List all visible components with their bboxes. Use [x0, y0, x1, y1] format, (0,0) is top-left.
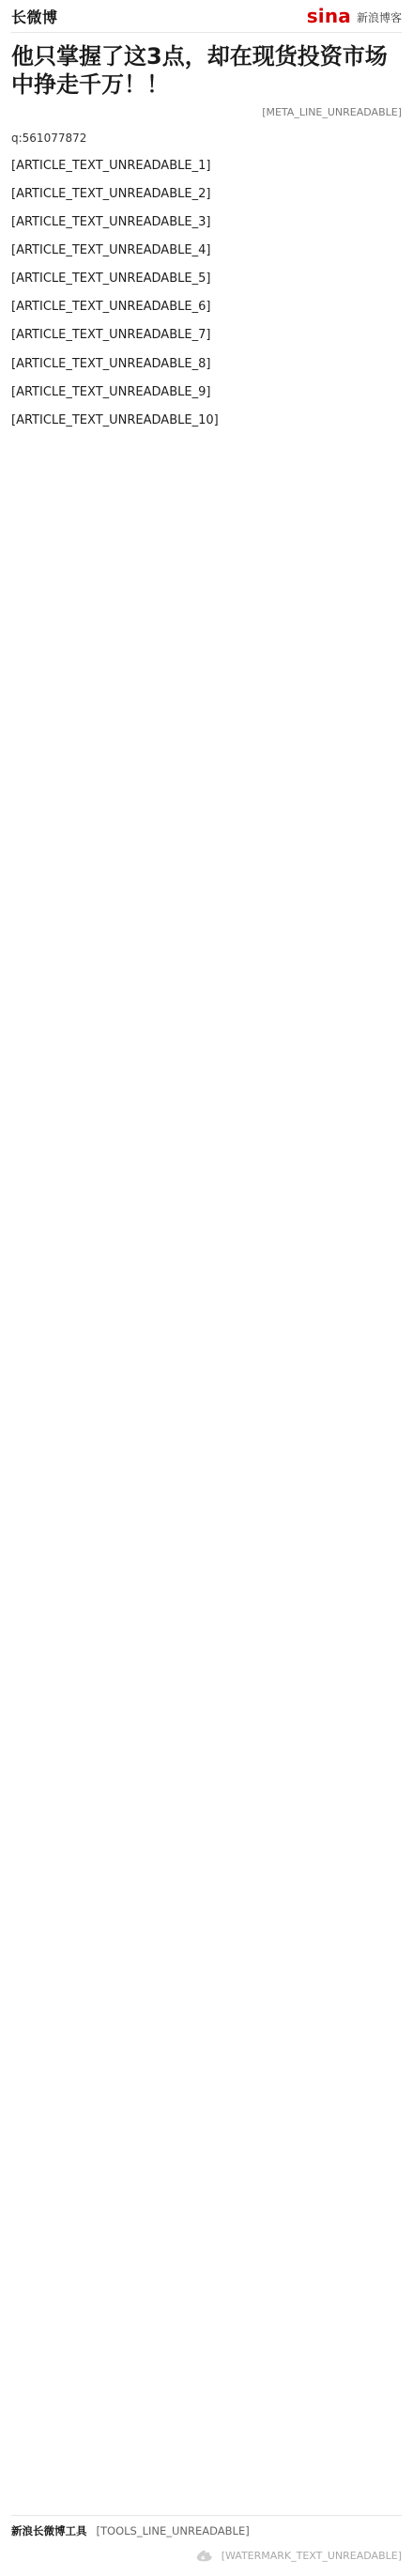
- watermark-text: [WATERMARK_TEXT_UNREADABLE]: [221, 2549, 402, 2562]
- article-paragraph: [ARTICLE_TEXT_UNREADABLE_2]: [11, 186, 211, 201]
- sina-logo: sina: [306, 5, 351, 27]
- article-paragraph: [ARTICLE_TEXT_UNREADABLE_6]: [11, 300, 211, 315]
- article-title: 他只掌握了这3点，却在现货投资市场中挣走千万！！: [11, 43, 388, 98]
- article-paragraph: [ARTICLE_TEXT_UNREADABLE_5]: [11, 272, 211, 287]
- top-left-label: 长微博: [11, 8, 58, 26]
- article-content: [11, 130, 402, 430]
- article-paragraph: [ARTICLE_TEXT_UNREADABLE_1]: [11, 158, 211, 173]
- article-paragraph: [ARTICLE_TEXT_UNREADABLE_7]: [11, 328, 211, 343]
- tools-title: 新浪长微博工具: [11, 2524, 87, 2537]
- article-paragraph: [ARTICLE_TEXT_UNREADABLE_10]: [11, 412, 219, 427]
- article-paragraph: [ARTICLE_TEXT_UNREADABLE_3]: [11, 214, 211, 229]
- article-paragraph: [ARTICLE_TEXT_UNREADABLE_9]: [11, 384, 211, 399]
- brand-subtitle: 新浪博客: [356, 10, 402, 24]
- top-bar: [11, 0, 402, 33]
- article-meta: [META_LINE_UNREADABLE]: [262, 106, 402, 118]
- tools-description: [TOOLS_LINE_UNREADABLE]: [96, 2524, 250, 2537]
- article-paragraph: [ARTICLE_TEXT_UNREADABLE_8]: [11, 356, 211, 371]
- weibo-icon: [195, 2546, 214, 2565]
- article-paragraph: [ARTICLE_TEXT_UNREADABLE_4]: [11, 243, 211, 258]
- long-weibo-tools: [11, 2515, 402, 2538]
- weibo-watermark: [195, 2546, 402, 2565]
- brand: [307, 5, 402, 27]
- qq-number: q:561077872: [11, 132, 87, 145]
